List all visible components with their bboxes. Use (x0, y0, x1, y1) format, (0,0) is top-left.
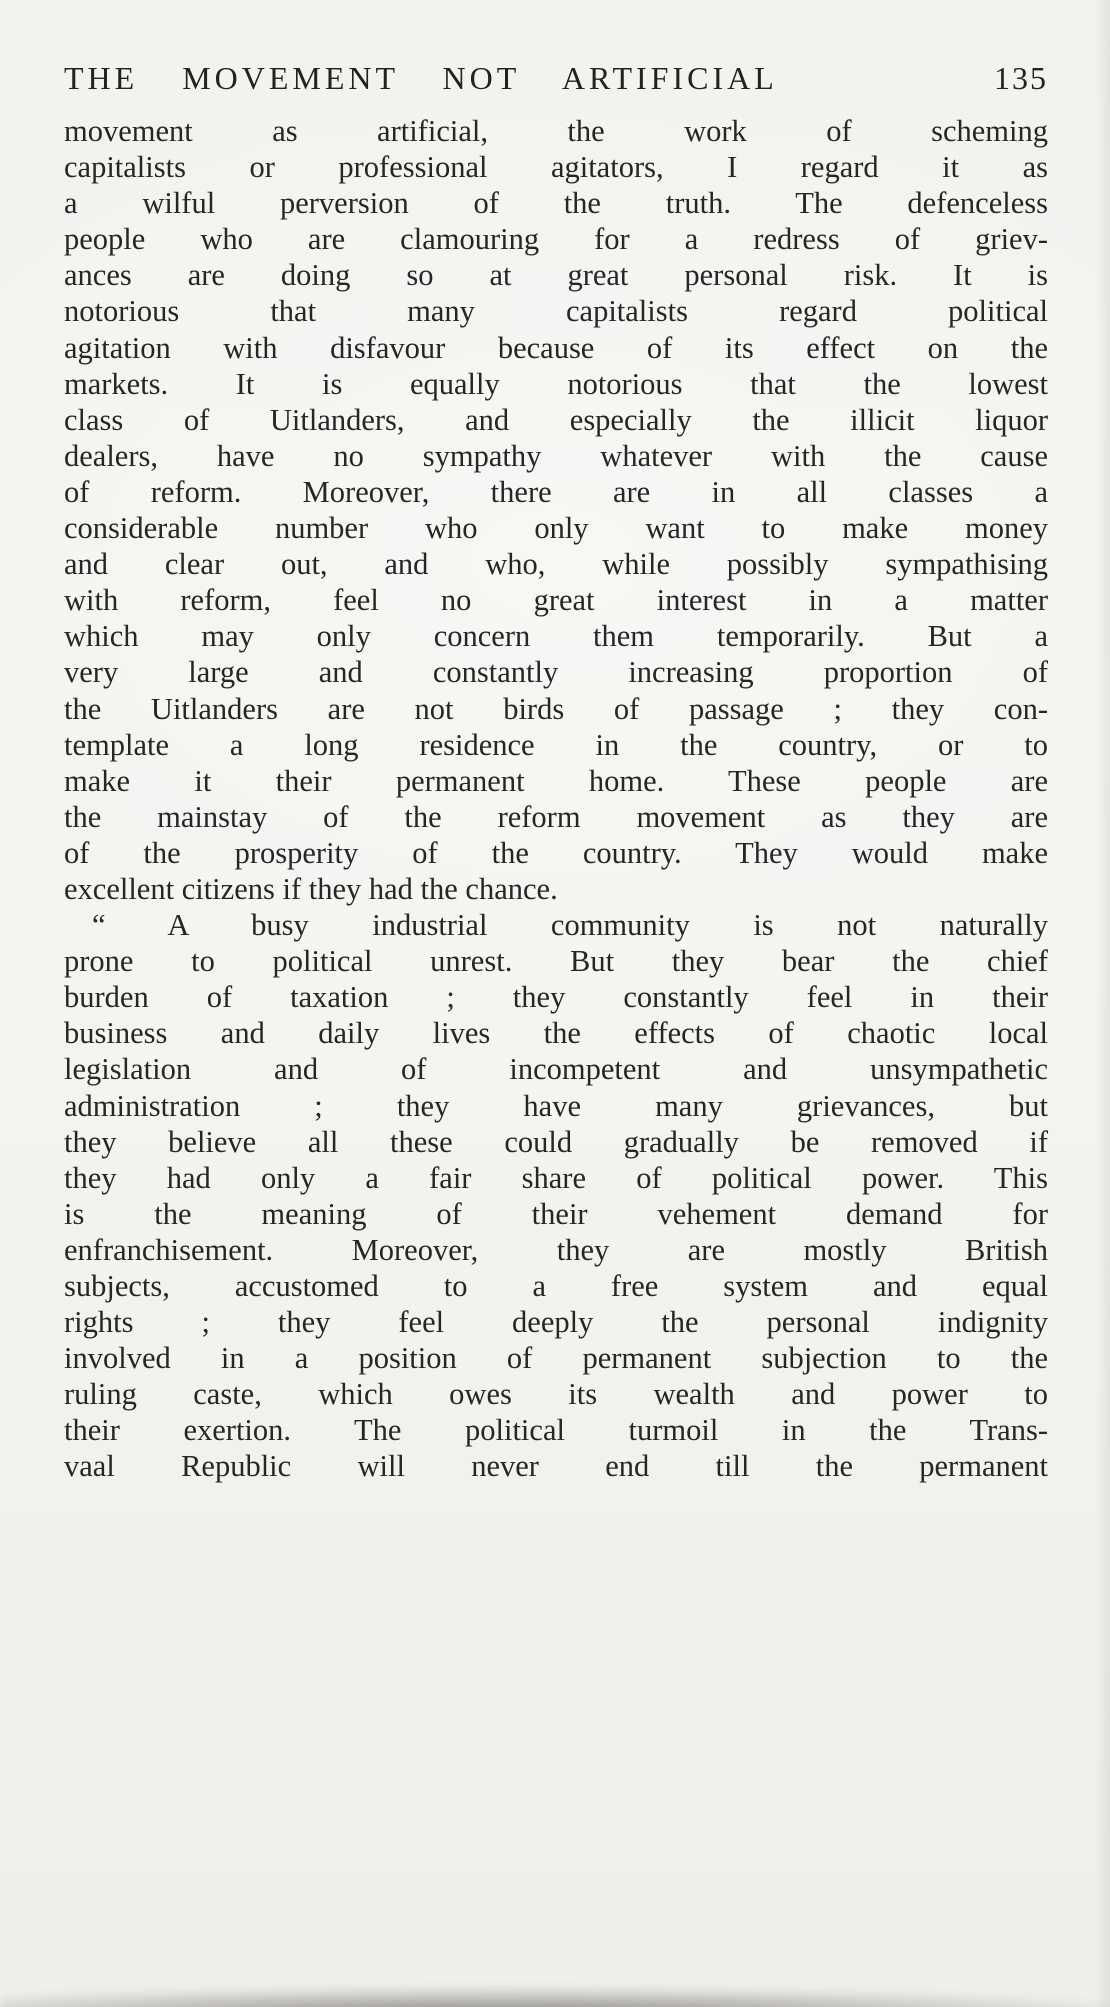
text-line: agitation with disfavour because of its effect on the (64, 330, 1048, 365)
text-line: notorious that many capitalists regard political (64, 294, 1048, 329)
text-line: rights ; they feel deeply the personal indignity (64, 1305, 1048, 1340)
page-number: 135 (994, 60, 1048, 96)
text-line: excellent citizens if they had the chance. (64, 871, 558, 906)
paragraph (64, 113, 1048, 907)
text-line: burden of taxation ; they constantly feel in their (64, 980, 1048, 1015)
text-line: of reform. Moreover, there are in all classes a (64, 474, 1048, 509)
text-line: capitalists or professional agitators, I regard it as (64, 150, 1048, 185)
text-line: with reform, feel no great interest in a matter (64, 583, 1048, 618)
text-line: people who are clamouring for a redress of griev- (64, 222, 1048, 257)
text-line: a wilful perversion of the truth. The defenceless (64, 186, 1048, 221)
text-line: the mainstay of the reform movement as they are (64, 799, 1048, 834)
scan-edge-shade (1096, 0, 1110, 2007)
text-line: legislation and of incompetent and unsympathetic (64, 1052, 1048, 1087)
text-line: involved in a position of permanent subjection to the (64, 1341, 1048, 1376)
text-line: which may only concern them temporarily. But a (64, 619, 1048, 654)
text-line: markets. It is equally notorious that the lowest (64, 366, 1048, 401)
text-line: they had only a fair share of political power. This (64, 1160, 1048, 1195)
text-line: the Uitlanders are not birds of passage ; they con- (64, 691, 1048, 726)
text-line: very large and constantly increasing proportion of (64, 655, 1048, 690)
text-line: prone to political unrest. But they bear the chief (64, 944, 1048, 979)
text-line: “ A busy industrial community is not naturally (92, 908, 1048, 943)
text-line: considerable number who only want to make money (64, 511, 1048, 546)
text-line: of the prosperity of the country. They would make (64, 835, 1048, 870)
text-line: movement as artificial, the work of scheming (64, 114, 1048, 148)
text-line: ances are doing so at great personal risk. It is (64, 258, 1048, 293)
text-line: make it their permanent home. These people are (64, 763, 1048, 798)
text-line: vaal Republic will never end till the permanent (64, 1449, 1048, 1484)
text-line: subjects, accustomed to a free system and equal (64, 1269, 1048, 1303)
text-line: and clear out, and who, while possibly sympathising (64, 547, 1048, 582)
text-line: is the meaning of their vehement demand for (64, 1196, 1048, 1231)
text-line: dealers, have no sympathy whatever with the cause (64, 438, 1048, 473)
paragraph (64, 907, 1048, 1485)
text-line: class of Uitlanders, and especially the illicit liquor (64, 402, 1048, 437)
text-line: ruling caste, which owes its wealth and power to (64, 1377, 1048, 1412)
page-body (64, 113, 1048, 1485)
page-header (64, 60, 1048, 97)
text-line: their exertion. The political turmoil in the Trans- (64, 1413, 1048, 1448)
scan-artifact (0, 1979, 1110, 2007)
text-line: enfranchisement. Moreover, they are mostly British (64, 1232, 1048, 1267)
running-title: THE MOVEMENT NOT ARTIFICIAL (64, 60, 778, 96)
text-line: template a long residence in the country, or to (64, 727, 1048, 762)
text-line: business and daily lives the effects of chaotic local (64, 1016, 1048, 1051)
text-line: administration ; they have many grievances, but (64, 1088, 1048, 1123)
text-line: they believe all these could gradually be removed if (64, 1124, 1048, 1159)
